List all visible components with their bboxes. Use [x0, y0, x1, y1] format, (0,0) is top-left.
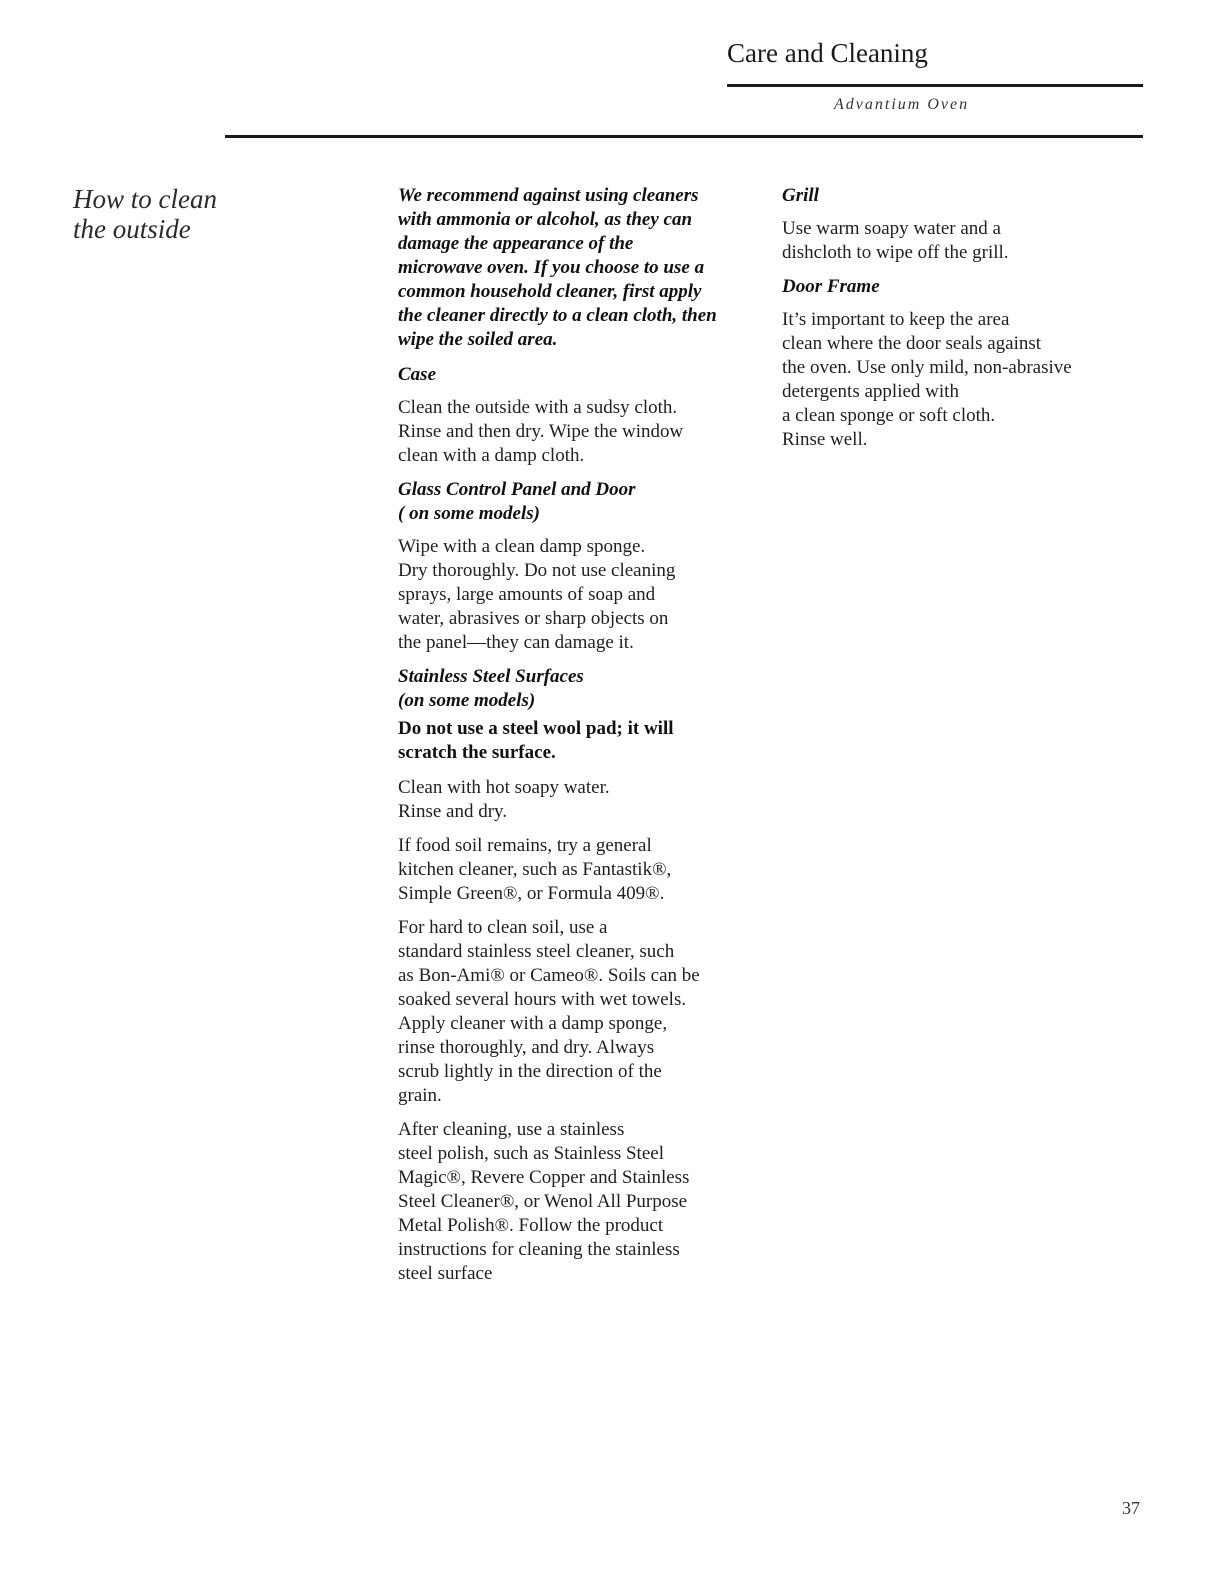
section-title: [73, 184, 273, 244]
header-rule-short: [727, 84, 1143, 87]
glass-body: Wipe with a clean damp sponge. Dry thoroughly. Do not use cleaning sprays, large amounts of soap and water, abrasives or sharp objects on the panel—they can damage it.: [398, 536, 676, 653]
main-column: [398, 184, 768, 1296]
stainless-heading: Stainless Steel Surfaces (on some models): [398, 666, 584, 711]
page-header-title: Care and Cleaning: [727, 38, 928, 68]
stainless-p2: If food soil remains, try a general kitchen cleaner, such as Fantastik®, Simple Green®, or Formula 409®.: [398, 835, 672, 904]
section-title-text: How to clean the outside: [73, 184, 217, 244]
page-number: 37: [1122, 1498, 1140, 1518]
stainless-p3: For hard to clean soil, use a standard stainless steel cleaner, such as Bon-Ami® or Cameo®. Soils can be soaked several hours with wet towels. Apply cleaner with a damp sponge, rinse thoroughly, and dry. Always scrub lightly in the direction of the grain.: [398, 917, 700, 1106]
stainless-warning: Do not use a steel wool pad; it will scratch the surface.: [398, 718, 674, 763]
stainless-p4: After cleaning, use a stainless steel polish, such as Stainless Steel Magic®, Revere Copper and Stainless Steel Cleaner®, or Wenol All Purpose Metal Polish®. Follow the product instructions for cleaning the stainless steel surface: [398, 1119, 690, 1284]
grill-body: Use warm soapy water and a dishcloth to wipe off the grill.: [782, 218, 1009, 263]
case-body: Clean the outside with a sudsy cloth. Rinse and then dry. Wipe the window clean with a damp cloth.: [398, 397, 684, 466]
door-frame-body: It’s important to keep the area clean where the door seals against the oven. Use only mild, non-abrasive detergents applied with a clean sponge or soft cloth. Rinse well.: [782, 309, 1072, 450]
door-frame-heading: Door Frame: [782, 276, 880, 297]
header-rule-long: [225, 135, 1143, 138]
grill-heading: Grill: [782, 185, 819, 206]
case-heading: Case: [398, 364, 436, 385]
page-header-subtitle: Advantium Oven: [834, 96, 970, 113]
intro-warning: We recommend against using cleaners with ammonia or alcohol, as they can damage the appearance of the microwave oven. If you choose to use a common household cleaner, first apply the cleaner directly to a clean cloth, then wipe the soiled area.: [398, 185, 717, 350]
glass-heading: Glass Control Panel and Door ( on some models): [398, 479, 636, 524]
stainless-p1: Clean with hot soapy water. Rinse and dry.: [398, 777, 610, 822]
side-column: [782, 184, 1152, 462]
